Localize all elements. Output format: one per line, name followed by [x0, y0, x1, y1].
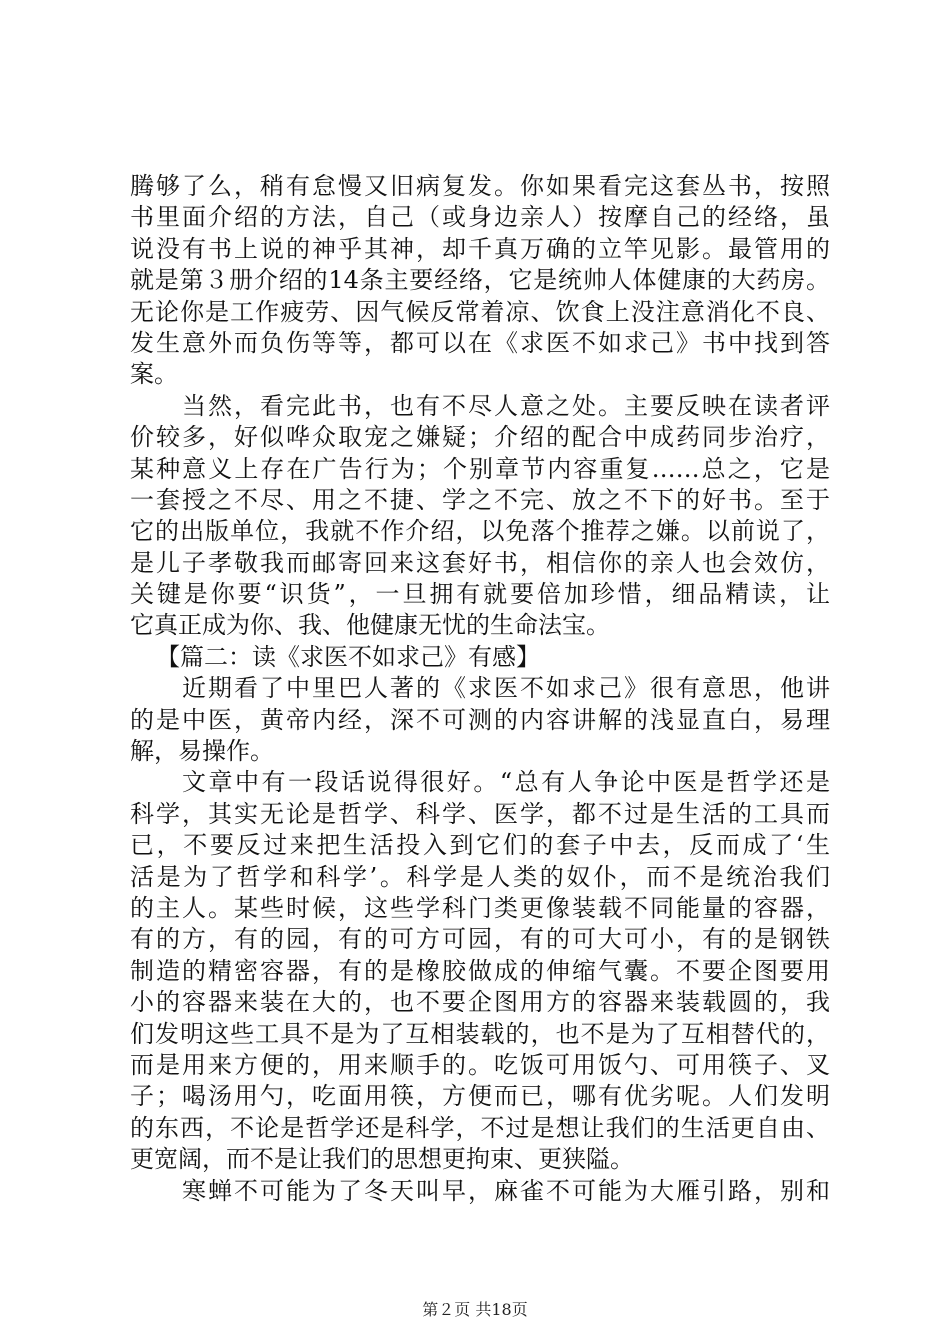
text-line: 的主人。某些时候，这些学科门类更像装载不同能量的容器， [130, 893, 830, 922]
text-line: 的是中医，黄帝内经，深不可测的内容讲解的浅显直白，易理 [130, 705, 830, 734]
text-line: 的东西，不论是哲学还是科学，不过是想让我们的生活更自由、 [130, 1113, 830, 1142]
text-line: 书里面介绍的方法，自己（或身边亲人）按摩自己的经络，虽 [130, 203, 830, 232]
text-line: 解，易操作。 [130, 737, 274, 766]
text-line: 更宽阔，而不是让我们的思想更拘束、更狭隘。 [130, 1145, 634, 1174]
text-line: 案。 [130, 360, 178, 389]
text-line: 它的出版单位，我就不作介绍，以免落个推荐之嫌。以前说了， [130, 517, 830, 546]
text-line: 腾够了么，稍有怠慢又旧病复发。你如果看完这套丛书，按照 [130, 172, 830, 200]
paragraph-start: 当然，看完此书，也有不尽人意之处。主要反映在读者评 [182, 391, 830, 420]
text-line: 无论你是工作疲劳、因气候反常着凉、饮食上没注意消化不良、 [130, 297, 830, 326]
text-line: 它真正成为你、我、他健康无忧的生命法宝。 [130, 611, 610, 640]
section-heading: 【篇二：读《求医不如求己》有感】 [156, 642, 540, 671]
text-line: 关键是你要“识货”，一旦拥有就要倍加珍惜，细品精读，让 [130, 580, 830, 609]
text-line: 价较多，好似哗众取宠之嫌疑；介绍的配合中成药同步治疗， [130, 423, 830, 452]
page-footer: 第２页 共18页 [422, 1300, 528, 1319]
paragraph-start: 寒蝉不可能为了冬天叫早，麻雀不可能为大雁引路，别和 [182, 1176, 830, 1205]
body-text [130, 172, 830, 1208]
text-line: 已，不要反过来把生活投入到它们的套子中去，反而成了‘生 [130, 831, 830, 860]
text-line: 发生意外而负伤等等，都可以在《求医不如求己》书中找到答 [130, 328, 830, 357]
paragraph-start: 文章中有一段话说得很好。“总有人争论中医是哲学还是 [182, 768, 830, 797]
text-line: 而是用来方便的，用来顺手的。吃饭可用饭勺、可用筷子、叉 [130, 1050, 830, 1079]
text-line: 一套授之不尽、用之不捷、学之不完、放之不下的好书。至于 [130, 485, 830, 514]
text-line: 小的容器来装在大的，也不要企图用方的容器来装载圆的，我 [130, 988, 830, 1017]
text-line: 说没有书上说的神乎其神，却千真万确的立竿见影。最管用的 [130, 234, 830, 263]
text-line: 有的方，有的园，有的可方可园，有的可大可小，有的是钢铁 [130, 925, 830, 954]
text-line: 某种意义上存在广告行为；个别章节内容重复……总之，它是 [130, 454, 830, 483]
text-line: 活是为了哲学和科学’。科学是人类的奴仆，而不是统治我们 [130, 862, 830, 891]
text-line: 是儿子孝敬我而邮寄回来这套好书，相信你的亲人也会效仿， [130, 548, 830, 577]
text-line: 科学，其实无论是哲学、科学、医学，都不过是生活的工具而 [130, 799, 830, 828]
text-line: 子；喝汤用勺，吃面用筷，方便而已，哪有优劣呢。人们发明 [130, 1082, 830, 1111]
paragraph-start: 近期看了中里巴人著的《求医不如求己》很有意思，他讲 [182, 674, 830, 703]
text-line: 就是第３册介绍的14条主要经络，它是统帅人体健康的大药房。 [130, 266, 830, 295]
text-line: 制造的精密容器，有的是橡胶做成的伸缩气囊。不要企图要用 [130, 956, 830, 985]
text-line: 们发明这些工具不是为了互相装载的，也不是为了互相替代的， [130, 1019, 830, 1048]
